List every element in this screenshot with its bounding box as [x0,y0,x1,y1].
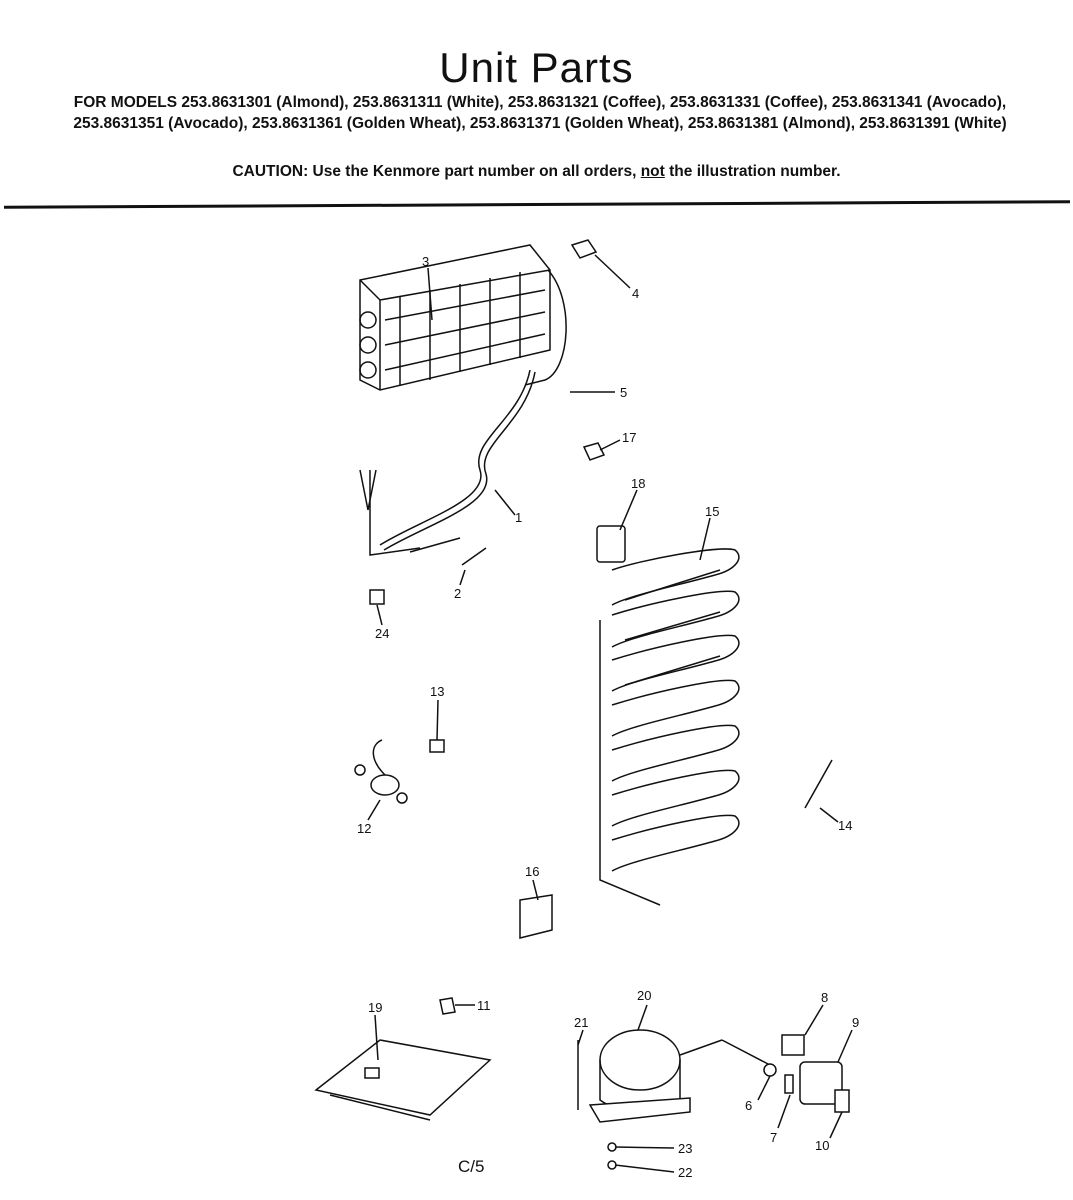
suction-line-drawing [360,370,535,555]
callout-21: 21 [574,1015,589,1030]
clip-part-10 [835,1090,849,1112]
callout-9: 9 [852,1015,860,1030]
clip-part-11 [440,998,455,1014]
callout-5: 5 [620,385,628,400]
grommet-part-23 [608,1143,616,1151]
caution-emphasis: not [640,163,665,180]
clip-part-17 [584,443,604,460]
harness-part-12 [355,740,407,803]
callout-23: 23 [678,1141,693,1156]
page-title: Unit Parts [439,44,634,91]
callout-18: 18 [631,476,646,491]
callout-15: 15 [705,504,720,519]
caution-prefix: CAUTION: Use the Kenmore part number on all orders, [232,163,637,180]
caution-suffix: the illustration number. [669,163,841,180]
models-list: FOR MODELS 253.8631301 (Almond), 253.8631311 (White), 253.8631321 (Coffee), 253.8631331 (Coffee), 253.8631341 (Avocado), 253.8631351 (Avocado), 253.8631361 (Golden Wheat), 253.8631371 (Golden Wheat), 253.8631381 (Almond), 253.8631391 (White) [73,94,1007,132]
drain-pan-drawing [316,1040,490,1120]
callout-13: 13 [430,684,445,699]
callout-14: 14 [838,818,853,833]
callout-11: 11 [477,998,491,1013]
terminal-part-7 [785,1075,793,1093]
grommet-part-22 [608,1161,616,1169]
callout-17: 17 [622,430,637,445]
overload-part-6 [764,1064,776,1076]
callout-20: 20 [637,988,652,1003]
footer-code: C/5 [458,1157,485,1176]
condenser-drawing [600,549,739,905]
callout-8: 8 [821,990,829,1005]
callout-6: 6 [745,1098,753,1113]
callout-16: 16 [525,864,540,879]
relay-part-8 [782,1035,804,1055]
callout-4: 4 [632,286,640,301]
bracket-part-16 [520,895,552,938]
clip-part-4 [572,240,596,258]
fuse-part-14 [805,760,832,808]
callout-3: 3 [422,254,430,269]
callout-22: 22 [678,1165,693,1180]
plug-part-24 [370,590,384,604]
compressor-drawing [590,1030,770,1122]
drier-part-2 [462,548,486,565]
callout-1: 1 [515,510,523,525]
callout-2: 2 [454,586,462,601]
callout-24: 24 [375,626,390,641]
callout-7: 7 [770,1130,778,1145]
leader-lines [368,255,852,1172]
callout-19: 19 [368,1000,383,1015]
relay-part-18 [597,526,625,562]
callout-10: 10 [815,1138,830,1153]
clip-part-13 [430,740,444,752]
evaporator-drawing [360,245,550,390]
callout-12: 12 [357,821,372,836]
